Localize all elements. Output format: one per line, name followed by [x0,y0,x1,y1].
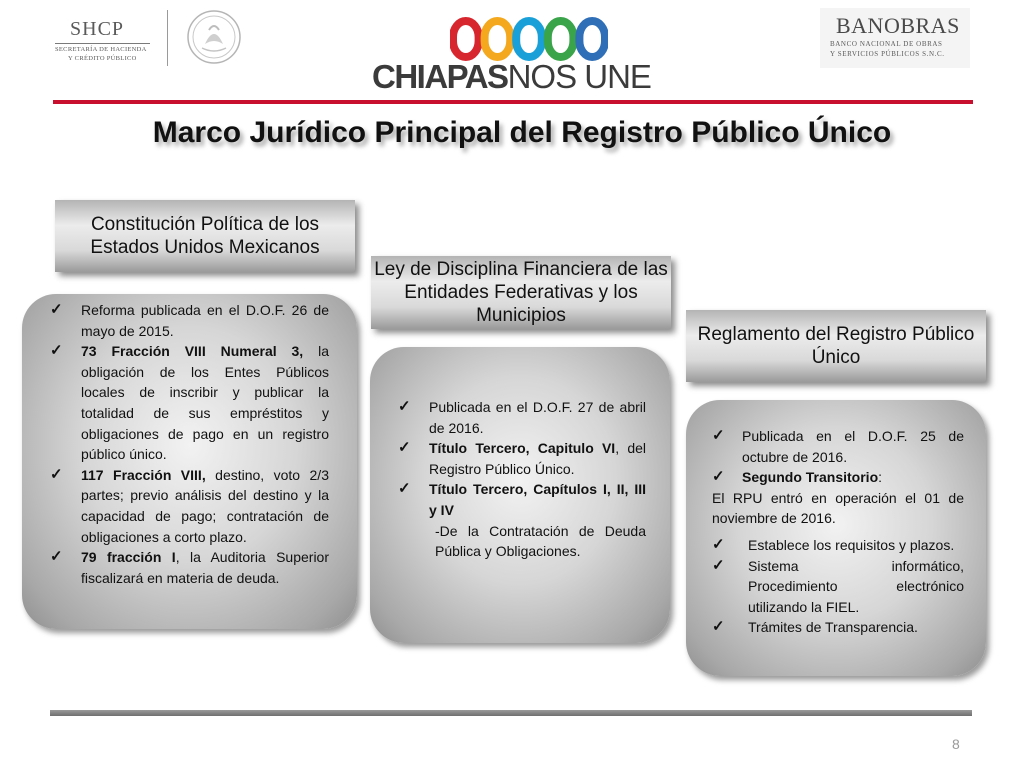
chiapas-brand-text [372,58,651,96]
chiapas-brand-light: NOS UNE [507,58,651,95]
national-seal-icon [185,8,243,66]
footer-rule [50,710,972,716]
list-item-text: la obligación de los Entes Públicos locales de inscribir y publicar la totalidad de sus empréstitos y obligaciones de pago en un registro público único. [81,343,329,463]
list-item-text: Trámites de Transparencia. [748,619,918,636]
header-divider [167,10,168,66]
list-item-text: Publicada en el D.O.F. 25 de octubre de 2016. [742,428,964,465]
list-item [712,617,964,638]
list-item [712,556,964,618]
list-item [398,397,646,438]
check-icon: ✓ [398,398,411,415]
list-item-text: Sistema informático, Procedimiento electrónico utilizando la FIEL. [748,557,964,615]
list-item-bold: Título Tercero, Capitulo VI [429,440,616,457]
shcp-logo-rule [55,43,150,44]
list-item-continuation: -De la Contratación de Deuda Pública y Obligaciones. [435,522,646,560]
chiapas-brand-bold: CHIAPAS [372,58,508,95]
chiapas-ring [579,21,605,57]
list-item [50,341,329,465]
chiapas-ring [453,21,479,57]
check-icon: ✓ [398,439,411,457]
slide-title: Marco Jurídico Principal del Registro Público Único [152,116,892,149]
column-heading-constitucion: Constitución Política de los Estados Unidos Mexicanos [55,200,355,272]
list-item-bold: Segundo Transitorio [742,469,879,486]
list-item [712,467,964,488]
chiapas-ring [548,21,574,57]
list-item [50,300,329,341]
banobras-subtitle-line2: Y SERVICIOS PÚBLICOS S.N.C. [830,50,945,58]
column-heading-reglamento: Reglamento del Registro Público Único [686,310,986,382]
banobras-wordmark: BANOBRAS [836,13,960,38]
reglamento-list [712,426,964,638]
list-item-text: , la Auditoria Superior fiscalizará en materia de deuda. [81,549,330,586]
chiapas-ring [516,21,542,57]
shcp-wordmark: SHCP [70,18,125,40]
list-item [398,438,646,479]
check-icon: ✓ [712,468,725,486]
check-icon: ✓ [712,535,725,553]
page-number: 8 [952,736,960,752]
list-item-text: Publicada en el D.O.F. 27 de abril de 2016. [429,399,646,436]
shcp-subtitle-line2: Y CRÉDITO PÚBLICO [68,55,137,62]
banobras-subtitle-line1: BANCO NACIONAL DE OBRAS [830,40,943,48]
list-item [398,479,646,561]
chiapas-rings-logo [450,16,608,62]
list-item [712,426,964,467]
list-item-text: destino, voto 2/3 partes; previo análisis del destino y la capacidad de pago; contratación de obligaciones a corto plazo. [81,466,329,545]
ley-disciplina-list [398,397,646,562]
list-item-bold: Título Tercero, Capítulos I, II, III y IV [429,481,646,518]
check-icon: ✓ [50,548,63,566]
list-item-text: Establece los requisitos y plazos. [748,536,955,553]
list-item-note [712,488,964,529]
chiapas-ring [485,21,511,57]
list-item [50,465,329,547]
check-icon: ✓ [398,480,411,498]
list-item [50,547,329,588]
check-icon: ✓ [712,427,725,444]
list-item-text: Reforma publicada en el D.O.F. 26 de mayo de 2015. [81,302,329,339]
shcp-subtitle-line1: SECRETARÍA DE HACIENDA [55,46,147,53]
list-item-text: , del Registro Público Único. [429,440,646,477]
header-accent-rule [53,100,973,104]
constitucion-list [50,300,329,588]
check-icon: ✓ [50,465,63,483]
transitorio-note: El RPU entró en operación el 01 de noviembre de 2016. [712,489,964,527]
check-icon: ✓ [50,342,63,360]
list-item-bold: 117 Fracción VIII, [81,466,206,483]
check-icon: ✓ [712,618,725,636]
list-item [712,535,964,556]
list-item-bold: 73 Fracción VIII Numeral 3, [81,343,304,360]
list-item-text: : [878,469,883,486]
column-heading-ley-disciplina: Ley de Disciplina Financiera de las Entidades Federativas y los Municipios [371,256,671,329]
check-icon: ✓ [712,556,725,574]
list-item-bold: 79 fracción I [81,549,176,566]
check-icon: ✓ [50,301,63,318]
